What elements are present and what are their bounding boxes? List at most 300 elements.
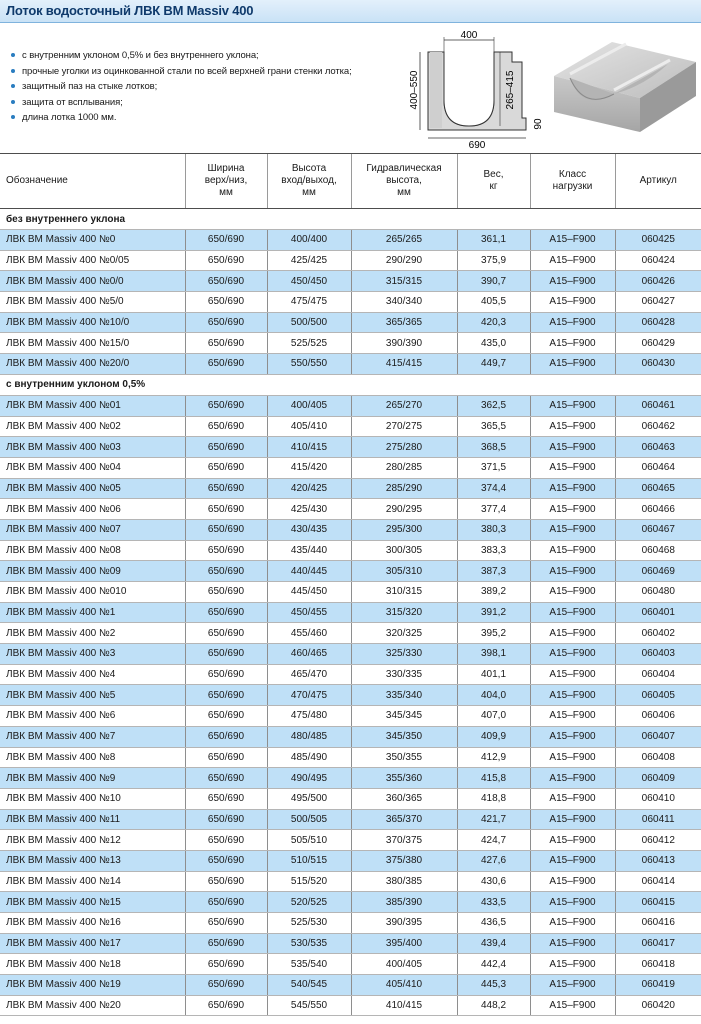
cell-load: A15–F900 <box>530 892 615 913</box>
cell-name: ЛВК ВМ Massiv 400 №02 <box>0 416 185 437</box>
cell-height: 550/550 <box>267 354 351 375</box>
cell-name: ЛВК ВМ Massiv 400 №010 <box>0 582 185 603</box>
cell-hydraulic: 305/310 <box>351 561 457 582</box>
cell-height: 515/520 <box>267 871 351 892</box>
table-row <box>0 582 701 603</box>
table-row <box>0 623 701 644</box>
col-header-height: Высота вход/выход, мм <box>267 154 351 209</box>
cell-weight: 380,3 <box>457 519 530 540</box>
dim-right-label: 265–415 <box>505 70 516 110</box>
product-render-image <box>548 28 698 132</box>
cell-hydraulic: 400/405 <box>351 954 457 975</box>
dim-top-label: 400 <box>460 30 478 41</box>
cell-width: 650/690 <box>185 540 267 561</box>
table-row <box>0 333 701 354</box>
cell-weight: 442,4 <box>457 954 530 975</box>
cell-article: 060467 <box>615 519 701 540</box>
feature-text: с внутренним уклоном 0,5% и без внутреннего уклона; <box>22 50 259 61</box>
feature-item <box>10 79 352 95</box>
cell-load: A15–F900 <box>530 995 615 1016</box>
cell-article: 060410 <box>615 788 701 809</box>
cell-load: A15–F900 <box>530 354 615 375</box>
table-row <box>0 540 701 561</box>
cell-width: 650/690 <box>185 664 267 685</box>
cell-height: 415/420 <box>267 457 351 478</box>
cell-article: 060462 <box>615 416 701 437</box>
cell-article: 060466 <box>615 499 701 520</box>
cell-weight: 435,0 <box>457 333 530 354</box>
cell-hydraulic: 345/345 <box>351 706 457 727</box>
table-row <box>0 499 701 520</box>
cell-weight: 377,4 <box>457 499 530 520</box>
cell-width: 650/690 <box>185 623 267 644</box>
cell-article: 060409 <box>615 768 701 789</box>
cell-height: 520/525 <box>267 892 351 913</box>
cell-load: A15–F900 <box>530 271 615 292</box>
cell-weight: 375,9 <box>457 250 530 271</box>
cell-load: A15–F900 <box>530 768 615 789</box>
cell-width: 650/690 <box>185 457 267 478</box>
cell-width: 650/690 <box>185 933 267 954</box>
feature-item <box>10 110 352 126</box>
cell-hydraulic: 390/395 <box>351 913 457 934</box>
section-title: без внутреннего уклона <box>0 209 701 230</box>
cell-weight: 398,1 <box>457 644 530 665</box>
cell-height: 420/425 <box>267 478 351 499</box>
table-row <box>0 788 701 809</box>
cell-weight: 407,0 <box>457 706 530 727</box>
cell-hydraulic: 395/400 <box>351 933 457 954</box>
cell-width: 650/690 <box>185 519 267 540</box>
table-row <box>0 747 701 768</box>
cell-load: A15–F900 <box>530 871 615 892</box>
table-row <box>0 354 701 375</box>
cell-width: 650/690 <box>185 892 267 913</box>
cell-article: 060412 <box>615 830 701 851</box>
cell-name: ЛВК ВМ Massiv 400 №11 <box>0 809 185 830</box>
cell-load: A15–F900 <box>530 333 615 354</box>
table-header-row <box>0 154 701 209</box>
cell-name: ЛВК ВМ Massiv 400 №06 <box>0 499 185 520</box>
cell-width: 650/690 <box>185 416 267 437</box>
bullet-icon <box>11 100 15 104</box>
cell-load: A15–F900 <box>530 664 615 685</box>
cell-name: ЛВК ВМ Massiv 400 №08 <box>0 540 185 561</box>
cell-width: 650/690 <box>185 230 267 251</box>
cell-height: 400/400 <box>267 230 351 251</box>
cell-hydraulic: 335/340 <box>351 685 457 706</box>
cell-name: ЛВК ВМ Massiv 400 №5/0 <box>0 292 185 313</box>
cell-width: 650/690 <box>185 354 267 375</box>
col-header-width: Ширина верх/низ, мм <box>185 154 267 209</box>
cell-height: 410/415 <box>267 437 351 458</box>
dim-left-label: 400–550 <box>409 70 420 110</box>
cell-weight: 412,9 <box>457 747 530 768</box>
cell-hydraulic: 285/290 <box>351 478 457 499</box>
cell-load: A15–F900 <box>530 788 615 809</box>
cell-hydraulic: 330/335 <box>351 664 457 685</box>
cell-name: ЛВК ВМ Massiv 400 №17 <box>0 933 185 954</box>
cell-load: A15–F900 <box>530 913 615 934</box>
cell-hydraulic: 345/350 <box>351 726 457 747</box>
cell-article: 060428 <box>615 312 701 333</box>
table-row <box>0 830 701 851</box>
table-row <box>0 954 701 975</box>
cell-weight: 371,5 <box>457 457 530 478</box>
cell-width: 650/690 <box>185 644 267 665</box>
cell-hydraulic: 280/285 <box>351 457 457 478</box>
cell-name: ЛВК ВМ Massiv 400 №8 <box>0 747 185 768</box>
cell-name: ЛВК ВМ Massiv 400 №20 <box>0 995 185 1016</box>
cell-load: A15–F900 <box>530 416 615 437</box>
cell-hydraulic: 385/390 <box>351 892 457 913</box>
cell-hydraulic: 350/355 <box>351 747 457 768</box>
cell-hydraulic: 265/265 <box>351 230 457 251</box>
cell-load: A15–F900 <box>530 685 615 706</box>
cell-article: 060405 <box>615 685 701 706</box>
cell-width: 650/690 <box>185 292 267 313</box>
cell-height: 425/430 <box>267 499 351 520</box>
cell-article: 060417 <box>615 933 701 954</box>
cell-load: A15–F900 <box>530 726 615 747</box>
table-row <box>0 933 701 954</box>
cell-width: 650/690 <box>185 747 267 768</box>
cell-weight: 391,2 <box>457 602 530 623</box>
bullet-icon <box>11 84 15 88</box>
cell-weight: 395,2 <box>457 623 530 644</box>
cell-hydraulic: 275/280 <box>351 437 457 458</box>
cell-height: 490/495 <box>267 768 351 789</box>
cell-width: 650/690 <box>185 788 267 809</box>
section-title: с внутренним уклоном 0,5% <box>0 374 701 395</box>
cell-weight: 449,7 <box>457 354 530 375</box>
cell-height: 465/470 <box>267 664 351 685</box>
cell-height: 475/480 <box>267 706 351 727</box>
cell-width: 650/690 <box>185 706 267 727</box>
cell-hydraulic: 365/365 <box>351 312 457 333</box>
cell-load: A15–F900 <box>530 582 615 603</box>
cell-weight: 430,6 <box>457 871 530 892</box>
table-row <box>0 768 701 789</box>
cell-weight: 387,3 <box>457 561 530 582</box>
cell-height: 495/500 <box>267 788 351 809</box>
table-row <box>0 644 701 665</box>
bullet-icon <box>11 53 15 57</box>
cell-load: A15–F900 <box>530 954 615 975</box>
table-row <box>0 892 701 913</box>
cell-article: 060415 <box>615 892 701 913</box>
cell-weight: 415,8 <box>457 768 530 789</box>
cell-load: A15–F900 <box>530 457 615 478</box>
cell-load: A15–F900 <box>530 830 615 851</box>
table-row <box>0 230 701 251</box>
cell-weight: 445,3 <box>457 975 530 996</box>
cell-weight: 368,5 <box>457 437 530 458</box>
feature-text: прочные уголки из оцинкованной стали по всей верхней грани стенки лотка; <box>22 65 352 77</box>
cell-load: A15–F900 <box>530 623 615 644</box>
dim-base-label: 90 <box>533 118 544 130</box>
table-row <box>0 478 701 499</box>
section-header-row <box>0 209 701 230</box>
page-title: Лоток водосточный ЛВК ВМ Massiv 400 <box>6 3 254 18</box>
cell-height: 400/405 <box>267 395 351 416</box>
cell-weight: 448,2 <box>457 995 530 1016</box>
cell-hydraulic: 355/360 <box>351 768 457 789</box>
cell-article: 060465 <box>615 478 701 499</box>
cell-article: 060463 <box>615 437 701 458</box>
cell-name: ЛВК ВМ Massiv 400 №12 <box>0 830 185 851</box>
cell-width: 650/690 <box>185 271 267 292</box>
cell-weight: 405,5 <box>457 292 530 313</box>
cell-article: 060411 <box>615 809 701 830</box>
cell-width: 650/690 <box>185 312 267 333</box>
cell-article: 060416 <box>615 913 701 934</box>
cell-hydraulic: 315/315 <box>351 271 457 292</box>
table-row <box>0 871 701 892</box>
table-row <box>0 726 701 747</box>
cell-article: 060413 <box>615 850 701 871</box>
cell-width: 650/690 <box>185 995 267 1016</box>
cell-load: A15–F900 <box>530 561 615 582</box>
cell-name: ЛВК ВМ Massiv 400 №10/0 <box>0 312 185 333</box>
cell-article: 060427 <box>615 292 701 313</box>
cell-load: A15–F900 <box>530 519 615 540</box>
cell-hydraulic: 365/370 <box>351 809 457 830</box>
cell-height: 440/445 <box>267 561 351 582</box>
table-row <box>0 706 701 727</box>
cell-hydraulic: 380/385 <box>351 871 457 892</box>
cell-weight: 418,8 <box>457 788 530 809</box>
col-header-article: Артикул <box>615 154 701 209</box>
cell-weight: 361,1 <box>457 230 530 251</box>
cell-width: 650/690 <box>185 975 267 996</box>
cell-article: 060403 <box>615 644 701 665</box>
cell-hydraulic: 340/340 <box>351 292 457 313</box>
col-header-load: Класс нагрузки <box>530 154 615 209</box>
feature-item <box>10 48 352 64</box>
feature-list <box>10 48 352 126</box>
table-row <box>0 395 701 416</box>
col-header-hydraulic: Гидравлическая высота, мм <box>351 154 457 209</box>
cell-name: ЛВК ВМ Massiv 400 №15/0 <box>0 333 185 354</box>
cell-load: A15–F900 <box>530 747 615 768</box>
cell-weight: 433,5 <box>457 892 530 913</box>
cell-load: A15–F900 <box>530 644 615 665</box>
bullet-icon <box>11 115 15 119</box>
cell-name: ЛВК ВМ Massiv 400 №03 <box>0 437 185 458</box>
cell-article: 060426 <box>615 271 701 292</box>
cell-weight: 436,5 <box>457 913 530 934</box>
cell-width: 650/690 <box>185 333 267 354</box>
cell-weight: 389,2 <box>457 582 530 603</box>
cell-article: 060406 <box>615 706 701 727</box>
cell-article: 060424 <box>615 250 701 271</box>
cell-load: A15–F900 <box>530 850 615 871</box>
cell-name: ЛВК ВМ Massiv 400 №04 <box>0 457 185 478</box>
cell-weight: 439,4 <box>457 933 530 954</box>
cell-load: A15–F900 <box>530 437 615 458</box>
feature-item <box>10 64 352 80</box>
cell-height: 480/485 <box>267 726 351 747</box>
cell-hydraulic: 320/325 <box>351 623 457 644</box>
table-row <box>0 292 701 313</box>
cell-weight: 374,4 <box>457 478 530 499</box>
cell-weight: 421,7 <box>457 809 530 830</box>
cell-height: 510/515 <box>267 850 351 871</box>
cell-weight: 401,1 <box>457 664 530 685</box>
cell-name: ЛВК ВМ Massiv 400 №13 <box>0 850 185 871</box>
cell-height: 430/435 <box>267 519 351 540</box>
cell-name: ЛВК ВМ Massiv 400 №14 <box>0 871 185 892</box>
cell-hydraulic: 310/315 <box>351 582 457 603</box>
cell-name: ЛВК ВМ Massiv 400 №7 <box>0 726 185 747</box>
bullet-icon <box>11 69 15 73</box>
cell-load: A15–F900 <box>530 312 615 333</box>
cell-name: ЛВК ВМ Massiv 400 №3 <box>0 644 185 665</box>
cell-hydraulic: 405/410 <box>351 975 457 996</box>
table-row <box>0 850 701 871</box>
cell-name: ЛВК ВМ Massiv 400 №16 <box>0 913 185 934</box>
cell-width: 650/690 <box>185 830 267 851</box>
cell-width: 650/690 <box>185 395 267 416</box>
table-row <box>0 457 701 478</box>
col-header-name: Обозначение <box>0 154 185 209</box>
cell-width: 650/690 <box>185 913 267 934</box>
cell-name: ЛВК ВМ Massiv 400 №20/0 <box>0 354 185 375</box>
cell-height: 455/460 <box>267 623 351 644</box>
cell-article: 060464 <box>615 457 701 478</box>
cell-hydraulic: 295/300 <box>351 519 457 540</box>
cell-article: 060469 <box>615 561 701 582</box>
cell-load: A15–F900 <box>530 540 615 561</box>
cell-height: 485/490 <box>267 747 351 768</box>
cell-height: 405/410 <box>267 416 351 437</box>
cell-article: 060401 <box>615 602 701 623</box>
cell-width: 650/690 <box>185 871 267 892</box>
table-row <box>0 995 701 1016</box>
table-row <box>0 685 701 706</box>
col-header-weight: Вес, кг <box>457 154 530 209</box>
cell-name: ЛВК ВМ Massiv 400 №05 <box>0 478 185 499</box>
cell-name: ЛВК ВМ Massiv 400 №0/05 <box>0 250 185 271</box>
cell-load: A15–F900 <box>530 230 615 251</box>
cell-width: 650/690 <box>185 726 267 747</box>
cell-load: A15–F900 <box>530 933 615 954</box>
cell-article: 060429 <box>615 333 701 354</box>
cell-load: A15–F900 <box>530 478 615 499</box>
cell-weight: 362,5 <box>457 395 530 416</box>
cell-hydraulic: 290/290 <box>351 250 457 271</box>
cell-width: 650/690 <box>185 954 267 975</box>
table-row <box>0 416 701 437</box>
table-row <box>0 561 701 582</box>
cell-weight: 424,7 <box>457 830 530 851</box>
feature-item <box>10 95 352 111</box>
cell-name: ЛВК ВМ Massiv 400 №19 <box>0 975 185 996</box>
cell-name: ЛВК ВМ Massiv 400 №0 <box>0 230 185 251</box>
cell-width: 650/690 <box>185 478 267 499</box>
table-body <box>0 209 701 1016</box>
cell-article: 060407 <box>615 726 701 747</box>
cell-load: A15–F900 <box>530 809 615 830</box>
cell-name: ЛВК ВМ Massiv 400 №1 <box>0 602 185 623</box>
cell-width: 650/690 <box>185 499 267 520</box>
cell-article: 060408 <box>615 747 701 768</box>
cell-width: 650/690 <box>185 850 267 871</box>
cell-width: 650/690 <box>185 768 267 789</box>
cell-load: A15–F900 <box>530 395 615 416</box>
cell-height: 500/505 <box>267 809 351 830</box>
cell-height: 450/455 <box>267 602 351 623</box>
cell-name: ЛВК ВМ Massiv 400 №01 <box>0 395 185 416</box>
cell-height: 435/440 <box>267 540 351 561</box>
cell-height: 475/475 <box>267 292 351 313</box>
cross-section-diagram <box>400 28 548 150</box>
cell-hydraulic: 300/305 <box>351 540 457 561</box>
cell-name: ЛВК ВМ Massiv 400 №15 <box>0 892 185 913</box>
cell-load: A15–F900 <box>530 499 615 520</box>
cell-article: 060420 <box>615 995 701 1016</box>
cell-hydraulic: 315/320 <box>351 602 457 623</box>
cell-height: 525/525 <box>267 333 351 354</box>
cell-height: 470/475 <box>267 685 351 706</box>
cell-load: A15–F900 <box>530 602 615 623</box>
cell-weight: 427,6 <box>457 850 530 871</box>
cell-height: 445/450 <box>267 582 351 603</box>
cell-width: 650/690 <box>185 561 267 582</box>
cell-height: 500/500 <box>267 312 351 333</box>
cell-height: 535/540 <box>267 954 351 975</box>
cell-height: 505/510 <box>267 830 351 851</box>
cell-height: 540/545 <box>267 975 351 996</box>
table-row <box>0 519 701 540</box>
table-row <box>0 809 701 830</box>
cell-hydraulic: 375/380 <box>351 850 457 871</box>
cell-hydraulic: 270/275 <box>351 416 457 437</box>
cell-load: A15–F900 <box>530 292 615 313</box>
cell-hydraulic: 370/375 <box>351 830 457 851</box>
cell-height: 425/425 <box>267 250 351 271</box>
cell-load: A15–F900 <box>530 706 615 727</box>
table-row <box>0 913 701 934</box>
cell-article: 060414 <box>615 871 701 892</box>
cell-name: ЛВК ВМ Massiv 400 №09 <box>0 561 185 582</box>
cell-width: 650/690 <box>185 437 267 458</box>
table-row <box>0 602 701 623</box>
cell-height: 460/465 <box>267 644 351 665</box>
cell-height: 545/550 <box>267 995 351 1016</box>
cell-weight: 365,5 <box>457 416 530 437</box>
cell-name: ЛВК ВМ Massiv 400 №6 <box>0 706 185 727</box>
section-header-row <box>0 374 701 395</box>
cell-weight: 409,9 <box>457 726 530 747</box>
cell-hydraulic: 410/415 <box>351 995 457 1016</box>
cell-article: 060430 <box>615 354 701 375</box>
cell-name: ЛВК ВМ Massiv 400 №10 <box>0 788 185 809</box>
cell-weight: 420,3 <box>457 312 530 333</box>
cell-name: ЛВК ВМ Massiv 400 №18 <box>0 954 185 975</box>
table-row <box>0 975 701 996</box>
cell-width: 650/690 <box>185 250 267 271</box>
cell-width: 650/690 <box>185 602 267 623</box>
cell-name: ЛВК ВМ Massiv 400 №2 <box>0 623 185 644</box>
feature-text: длина лотка 1000 мм. <box>22 112 117 123</box>
table-row <box>0 312 701 333</box>
cell-name: ЛВК ВМ Massiv 400 №9 <box>0 768 185 789</box>
cell-article: 060419 <box>615 975 701 996</box>
table-row <box>0 250 701 271</box>
title-bar <box>0 0 701 23</box>
